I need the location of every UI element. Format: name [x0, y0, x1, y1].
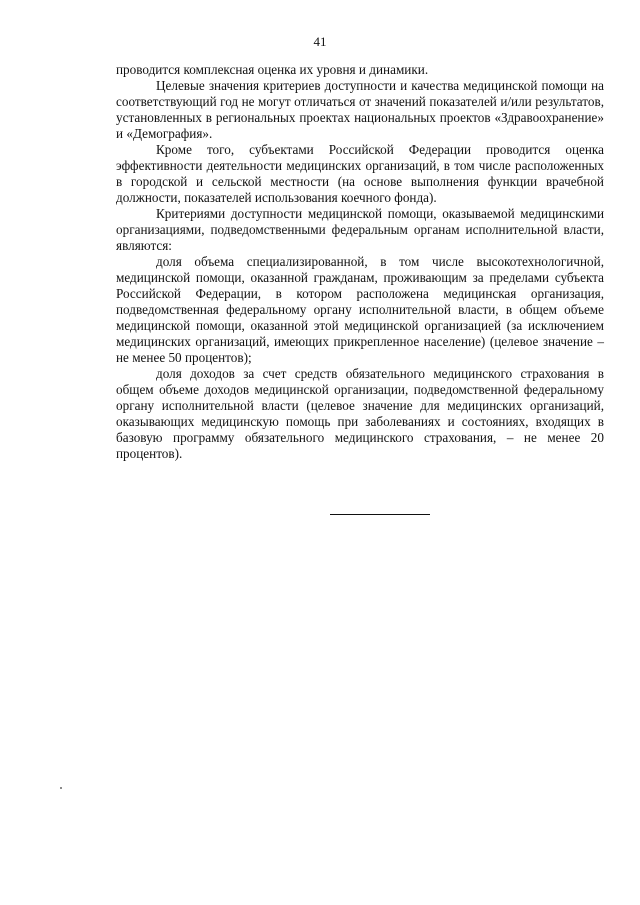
scan-speck	[60, 787, 62, 789]
end-separator-line	[330, 514, 430, 515]
page-number: 41	[313, 34, 327, 49]
paragraph-6: доля доходов за счет средств обязательного медицинского страхования в общем объеме доходов медицинской организации, подведомственной федеральному органу исполнительной власти (целевое значение для медицинских организаций, оказывающих медицинскую помощь при заболеваниях и состояниях, входящих в базовую программу обязательного медицинского страхования, – не менее 20 процентов).	[116, 366, 604, 461]
paragraph-3: Кроме того, субъектами Российской Федерации проводится оценка эффективности деятельности медицинских организаций, в том числе расположенных в городской и сельской местности (на основе выполнения функции врачебной должности, показателей использования коечного фонда).	[116, 142, 604, 205]
paragraph-4: Критериями доступности медицинской помощи, оказываемой медицинскими организациями, подведомственными федеральным органам исполнительной власти, являются:	[116, 206, 604, 253]
paragraph-2: Целевые значения критериев доступности и качества медицинской помощи на соответствующий год не могут отличаться от значений показателей и/или результатов, установленных в региональных проектах национальных проектов «Здравоохранение» и «Демография».	[116, 78, 604, 141]
paragraph-1: проводится комплексная оценка их уровня и динамики.	[116, 62, 429, 77]
paragraph-5: доля объема специализированной, в том числе высокотехнологичной, медицинской помощи, оказанной гражданам, проживающим за пределами субъекта Российской Федерации, в котором расположена медицинская организация, подведомственная федеральному органу исполнительной власти, в общем объеме медицинской помощи, оказанной этой медицинской организацией (за исключением медицинских организаций, имеющих прикрепленное население) (целевое значение – не менее 50 процентов);	[116, 254, 604, 365]
document-body	[116, 62, 604, 462]
